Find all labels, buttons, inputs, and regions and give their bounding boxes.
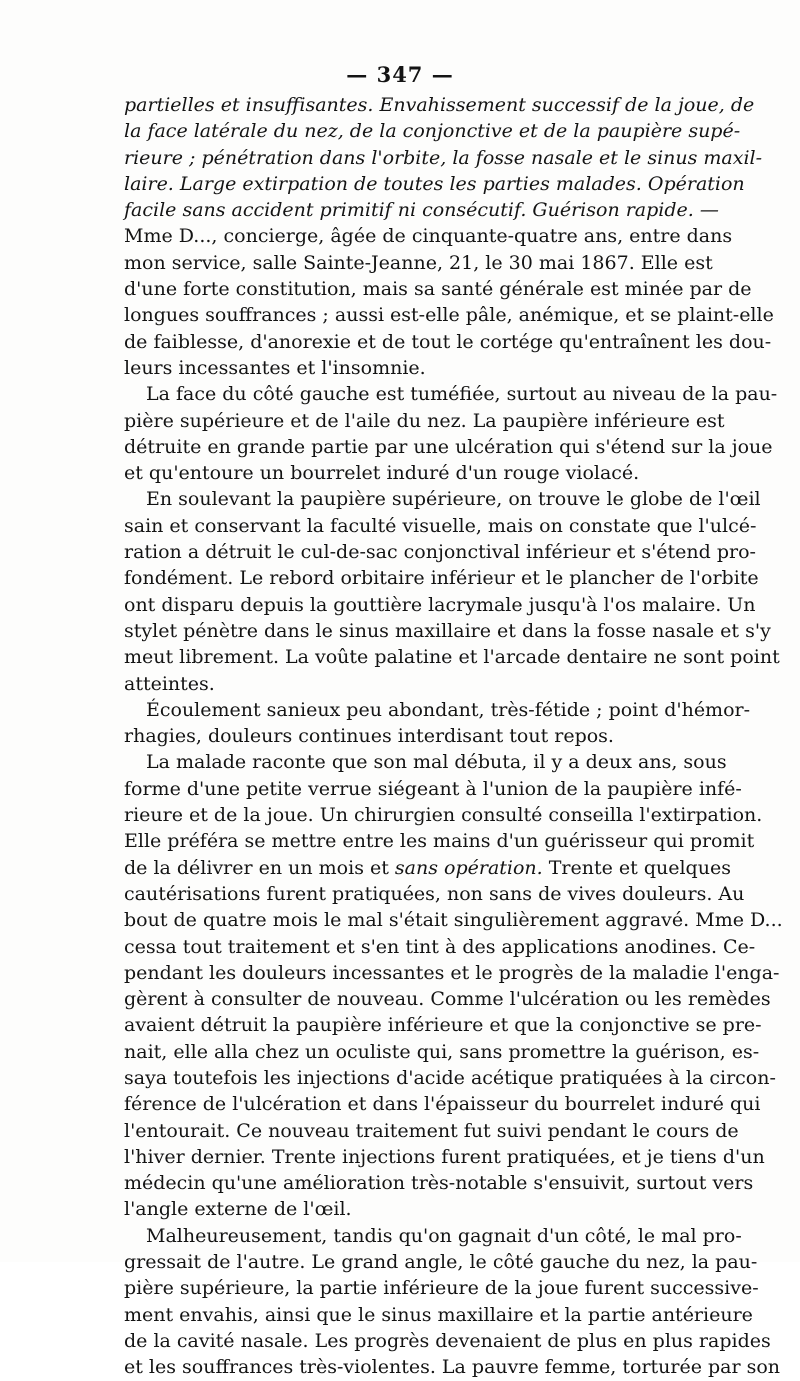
- text-line: En soulevant la paupière supérieure, on trouve le globe de l'œil: [146, 488, 761, 511]
- text-line: ration a détruit le cul-de-sac conjonctival inférieur et s'étend pro-: [124, 541, 756, 564]
- italic-segment: sans opération.: [394, 856, 543, 879]
- text-segment: de la délivrer en un mois et: [124, 856, 395, 879]
- text-line: détruite en grande partie par une ulcération qui s'étend sur la joue: [124, 435, 773, 458]
- text-line: La malade raconte que son mal débuta, il y a deux ans, sous: [146, 751, 727, 774]
- text-line: atteintes.: [124, 672, 215, 695]
- text-line: nait, elle alla chez un oculiste qui, sans promettre la guérison, es-: [124, 1040, 760, 1063]
- text-line: férence de l'ulcération et dans l'épaisseur du bourrelet induré qui: [124, 1093, 761, 1116]
- text-line: et les souffrances très-violentes. La pauvre femme, torturée par son: [124, 1356, 781, 1379]
- text-line: laire. Large extirpation de toutes les parties malades. Opération: [124, 172, 745, 195]
- text-line: [124, 855, 731, 881]
- text-segment: Trente et quelques: [542, 856, 731, 879]
- text-line: partielles et insuffisantes. Envahissement successif de la joue, de: [124, 94, 755, 116]
- text-line: forme d'une petite verrue siégeant à l'union de la paupière infé-: [124, 777, 742, 800]
- text-line: la face latérale du nez, de la conjonctive et de la paupière supé-: [124, 120, 741, 143]
- text-line: pendant les douleurs incessantes et le progrès de la maladie l'enga-: [124, 961, 780, 984]
- text-line: gressait de l'autre. Le grand angle, le côté gauche du nez, la pau-: [124, 1251, 758, 1274]
- text-line: médecin qu'une amélioration très-notable s'ensuivit, surtout vers: [124, 1172, 754, 1195]
- text-line: fondément. Le rebord orbitaire inférieur et le plancher de l'orbite: [124, 567, 759, 590]
- text-line: avaient détruit la paupière inférieure et que la conjonctive se pre-: [124, 1014, 762, 1037]
- text-line: ont disparu depuis la gouttière lacrymale jusqu'à l'os malaire. Un: [124, 593, 756, 616]
- text-line: Écoulement sanieux peu abondant, très-fétide ; point d'hémor-: [146, 698, 751, 721]
- text-line: Malheureusement, tandis qu'on gagnait d'un côté, le mal pro-: [146, 1224, 742, 1247]
- text-line: Mme D..., concierge, âgée de cinquante-quatre ans, entre dans: [124, 225, 733, 248]
- text-line: leurs incessantes et l'insomnie.: [124, 356, 426, 379]
- body-text: [124, 92, 783, 1381]
- text-line: de la cavité nasale. Les progrès devenaient de plus en plus rapides: [124, 1329, 771, 1352]
- text-line: l'angle externe de l'œil.: [124, 1198, 352, 1221]
- text-line: facile sans accident primitif ni consécutif. Guérison rapide. —: [124, 199, 719, 222]
- text-line: Elle préféra se mettre entre les mains d'un guérisseur qui promit: [124, 830, 755, 853]
- text-line: pière supérieure et de l'aile du nez. La paupière inférieure est: [124, 409, 725, 432]
- text-line: ment envahis, ainsi que le sinus maxillaire et la partie antérieure: [124, 1303, 753, 1326]
- text-line: l'hiver dernier. Trente injections furent pratiquées, et je tiens d'un: [124, 1145, 765, 1168]
- text-line: cautérisations furent pratiquées, non sans de vives douleurs. Au: [124, 882, 745, 905]
- text-line: cessa tout traitement et s'en tint à des applications anodines. Ce-: [124, 935, 756, 958]
- text-line: La face du côté gauche est tuméfiée, surtout au niveau de la pau-: [146, 383, 778, 406]
- text-line: rieure ; pénétration dans l'orbite, la fosse nasale et le sinus maxil-: [124, 146, 763, 169]
- text-line: mon service, salle Sainte-Jeanne, 21, le 30 mai 1867. Elle est: [124, 251, 713, 274]
- text-line: et qu'entoure un bourrelet induré d'un rouge violacé.: [124, 462, 640, 485]
- text-line: de faiblesse, d'anorexie et de tout le cortége qu'entraînent les dou-: [124, 330, 772, 353]
- text-line: d'une forte constitution, mais sa santé générale est minée par de: [124, 278, 752, 301]
- text-line: longues souffrances ; aussi est-elle pâle, anémique, et se plaint-elle: [124, 304, 774, 327]
- text-line: pière supérieure, la partie inférieure de la joue furent successive-: [124, 1277, 759, 1300]
- text-line: sain et conservant la faculté visuelle, mais on constate que l'ulcé-: [124, 514, 757, 537]
- text-line: rieure et de la joue. Un chirurgien consulté conseilla l'extirpation.: [124, 804, 763, 827]
- text-line: meut librement. La voûte palatine et l'arcade dentaire ne sont point: [124, 646, 780, 669]
- text-line: l'entourait. Ce nouveau traitement fut suivi pendant le cours de: [124, 1119, 739, 1142]
- text-line: gèrent à consulter de nouveau. Comme l'ulcération ou les remèdes: [124, 988, 771, 1011]
- page-number: — 347 —: [346, 62, 454, 87]
- text-line: stylet pénètre dans le sinus maxillaire et dans la fosse nasale et s'y: [124, 619, 771, 642]
- text-line: bout de quatre mois le mal s'était singulièrement aggravé. Mme D...: [124, 909, 783, 932]
- text-line: rhagies, douleurs continues interdisant tout repos.: [124, 725, 614, 748]
- text-line: saya toutefois les injections d'acide acétique pratiquées à la circon-: [124, 1066, 776, 1089]
